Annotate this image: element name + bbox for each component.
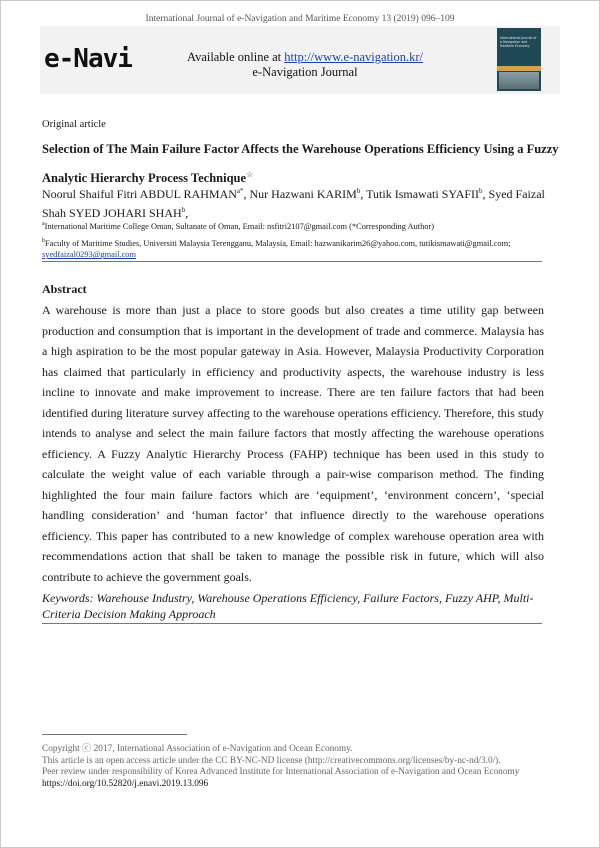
availability-prefix: Available online at [186,50,285,64]
author-name: Nur Hazwani KARIM [249,187,357,201]
author-name: Noorul Shaiful Fitri ABDUL RAHMAN [42,187,237,201]
author-name: Syed Faizal Shah SYED JOHARI SHAH [42,187,545,220]
peer-review-line: Peer review under responsibility of Korea Advanced Institute for International Association of e-Navigation and Ocean Economy [42,767,520,778]
title-mark: ☆ [246,170,254,179]
affiliation-text: International Maritime College Oman, Sultanate of Oman, Email: nsfitri2107@gmail.com (*Corresponding Author) [44,221,435,231]
cover-title: International Journal of e-Navigation and Maritime Economy [500,36,537,48]
author-name: Tutik Ismawati SYAFII [366,187,480,201]
abstract-body: A warehouse is more than just a place to store goods but also creates a time utility gap between production and consumption that is important in the development of trade and commerce. Malaysia has a high aspiration to be the most popular gateway in Asia. However, Malaysia Productivity Corporation has claimed that particularly in efficiency and productivity aspects, the warehouse industry is less incline to innovate and make improvement to increase. There are ten failure factors that had been identified during literature survey affecting to the warehouse operations efficiency. Therefore, this study intends to analyse and select the main failure factors that mostly affecting the warehouse operations efficiency. A Fuzzy Analytic Hierarchy Process (FAHP) technique has been used in this study to calculate the weight value of each variable through a pair-wise comparison method. The finding highlighted the four main failure factors which are ‘equipment’, ‘environment concern’, ‘special handling consideration’ and ‘human factor’ that influence directly to the warehouse operations efficiency. This paper has contributed to a new knowledge of complex warehouse operation area with recommendations action that shall be taken to manage the possible risk in future, which will also contribute to achieve the government goals. [42,303,544,584]
keywords-rule [42,623,542,624]
header-rule [42,261,542,262]
keywords: Keywords: Warehouse Industry, Warehouse Operations Efficiency, Failure Factors, Fuzzy AHP, Multi-Criteria Decision Making Approach [42,591,534,621]
author-sep: , [185,205,189,220]
license-line: This article is an open access article under the CC BY-NC-ND license (http://creativecommons.org/licenses/by-nc-nd/3.0/). [42,755,501,766]
email-link[interactable]: syedfaizal0293@gmail.com [42,250,136,260]
author-sup: b [356,187,361,195]
author-sep: , [360,187,367,201]
copyright-line: Copyright ⓒ 2017, International Association of e-Navigation and Ocean Economy. [42,744,353,754]
author-sup: a* [236,187,244,195]
author-sup: b [181,205,186,214]
affiliation-sup: b [42,238,45,244]
journal-cover-thumbnail [497,28,541,91]
author-sep: , [482,187,489,201]
author-sup: b [479,187,483,195]
journal-logo: e-Navi [44,44,132,74]
journal-name: e-Navigation Journal [252,65,358,79]
article-type: Original article [42,119,106,130]
abstract-heading: Abstract [42,282,87,296]
cover-image [499,72,539,89]
article-title-text: Selection of The Main Failure Factor Affects the Warehouse Operations Efficiency Using a Fuzzy Analytic Hierarchy Process Technique [42,142,559,186]
author-list [42,184,562,221]
cover-stripe [497,66,541,71]
availability-block [120,50,490,80]
journal-url-link[interactable]: http://www.e-navigation.kr/ [284,50,424,64]
affiliation-text: Faculty of Maritime Studies, Universiti Malaysia Terengganu, Malaysia, Email: hazwanikarim26@yahoo.com, tutikismawati@gmail.com; [45,238,511,248]
footer [42,744,552,790]
author-sep: , [243,187,250,201]
doi-line: https://doi.org/10.52820/j.enavi.2019.13.096 [42,778,209,789]
affiliation-a [42,219,562,232]
affiliation-sup: a [42,221,45,227]
running-header: International Journal of e-Navigation and Maritime Economy 13 (2019) 096–109 [145,14,455,24]
affiliation-b [42,236,562,261]
footnote-rule [42,734,187,735]
